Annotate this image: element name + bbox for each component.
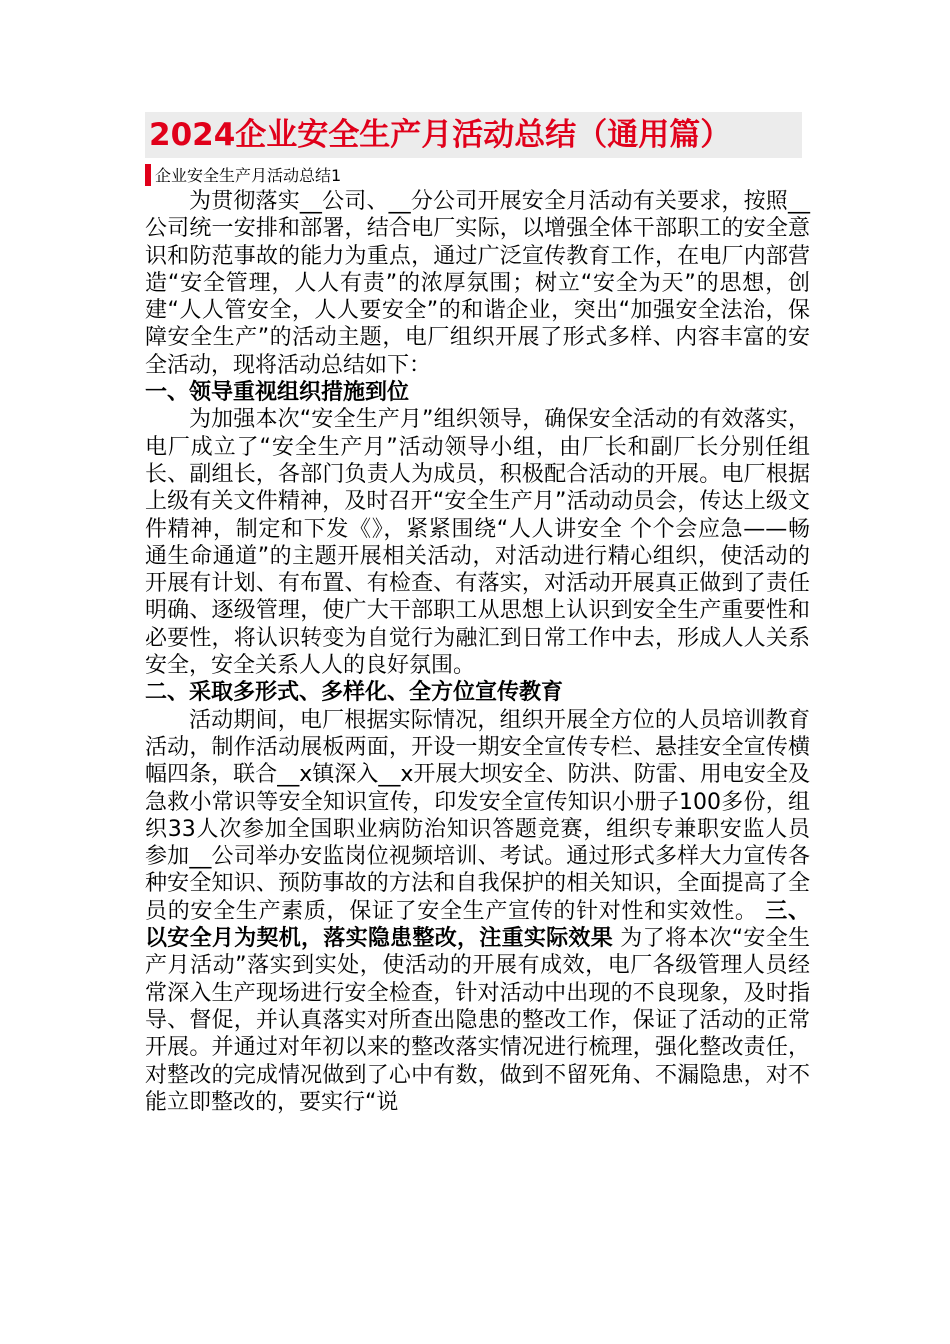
section-3-heading: 三、以安全月为契机，落实隐患整改，注重实际效果 xyxy=(145,898,810,952)
document-subtitle: 企业安全生产月活动总结1 xyxy=(155,166,342,185)
subtitle-row xyxy=(145,162,810,188)
section-1-paragraph: 为加强本次“安全生产月”组织领导，确保安全活动的有效落实，电厂成立了“安全生产月”活动领导小组，由厂长和副厂长分别任组长、副组长，各部门负责人为成员，积极配合活动的开展。电厂根据上级有关文件精神，及时召开“安全生产月”活动动员会，传达上级文件精神，制定和下发《》，紧紧围绕“人人讲安全 个个会应急——畅通生命通道”的主题开展相关活动，对活动进行精心组织，使活动的开展有计划、有布置、有检查、有落实，对活动开展真正做到了责任明确、逐级管理，使广大干部职工从思想上认识到安全生产重要性和必要性，将认识转变为自觉行为融汇到日常工作中去，形成人人关系安全，安全关系人人的良好氛围。 xyxy=(145,407,810,679)
document-page xyxy=(145,112,810,1116)
section-3-body: 为了将本次“安全生产月活动”落实到实处，使活动的开展有成效，电厂各级管理人员经常深入生产现场进行安全检查，针对活动中出现的不良现象，及时指导、督促，并认真落实对所查出隐患的整改工作，保证了活动的正常开展。并通过对年初以来的整改落实情况进行梳理，强化整改责任，对整改的完成情况做到了心中有数，做到不留死角、不漏隐患，对不能立即整改的，要实行“说 xyxy=(145,926,810,1115)
red-marker-icon xyxy=(145,164,151,186)
document-body xyxy=(145,188,810,1116)
section-2-heading: 二、采取多形式、多样化、全方位宣传教育 xyxy=(145,680,564,706)
intro-paragraph: 为贯彻落实__公司、__分公司开展安全月活动有关要求，按照__公司统一安排和部署，结合电厂实际，以增强全体干部职工的安全意识和防范事故的能力为重点，通过广泛宣传教育工作，在电厂内部营造“安全管理，人人有责”的浓厚氛围；树立“安全为天”的思想，创建“人人管安全，人人要安全”的和谐企业，突出“加强安全法治，保障安全生产”的活动主题，电厂组织开展了形式多样、内容丰富的安全活动，现将活动总结如下： xyxy=(145,189,810,378)
section-2-body: 活动期间，电厂根据实际情况，组织开展全方位的人员培训教育活动，制作活动展板两面，开设一期安全宣传专栏、悬挂安全宣传横幅四条，联合__x镇深入__x开展大坝安全、防洪、防雷、用电安全及急救小常识等安全知识宣传，印发安全宣传知识小册子100多份，组织33人次参加全国职业病防治知识答题竞赛，组织专兼职安监人员参加__公司举办安监岗位视频培训、考试。通过形式多样大力宣传各种安全知识、预防事故的方法和自我保护的相关知识，全面提高了全员的安全生产素质，保证了安全生产宣传的针对性和实效性。 xyxy=(145,707,810,924)
section-1-heading: 一、领导重视组织措施到位 xyxy=(145,380,410,406)
document-title: 2024企业安全生产月活动总结（通用篇） xyxy=(149,117,732,153)
title-bar xyxy=(145,112,802,158)
section-2-paragraph xyxy=(145,707,810,1116)
